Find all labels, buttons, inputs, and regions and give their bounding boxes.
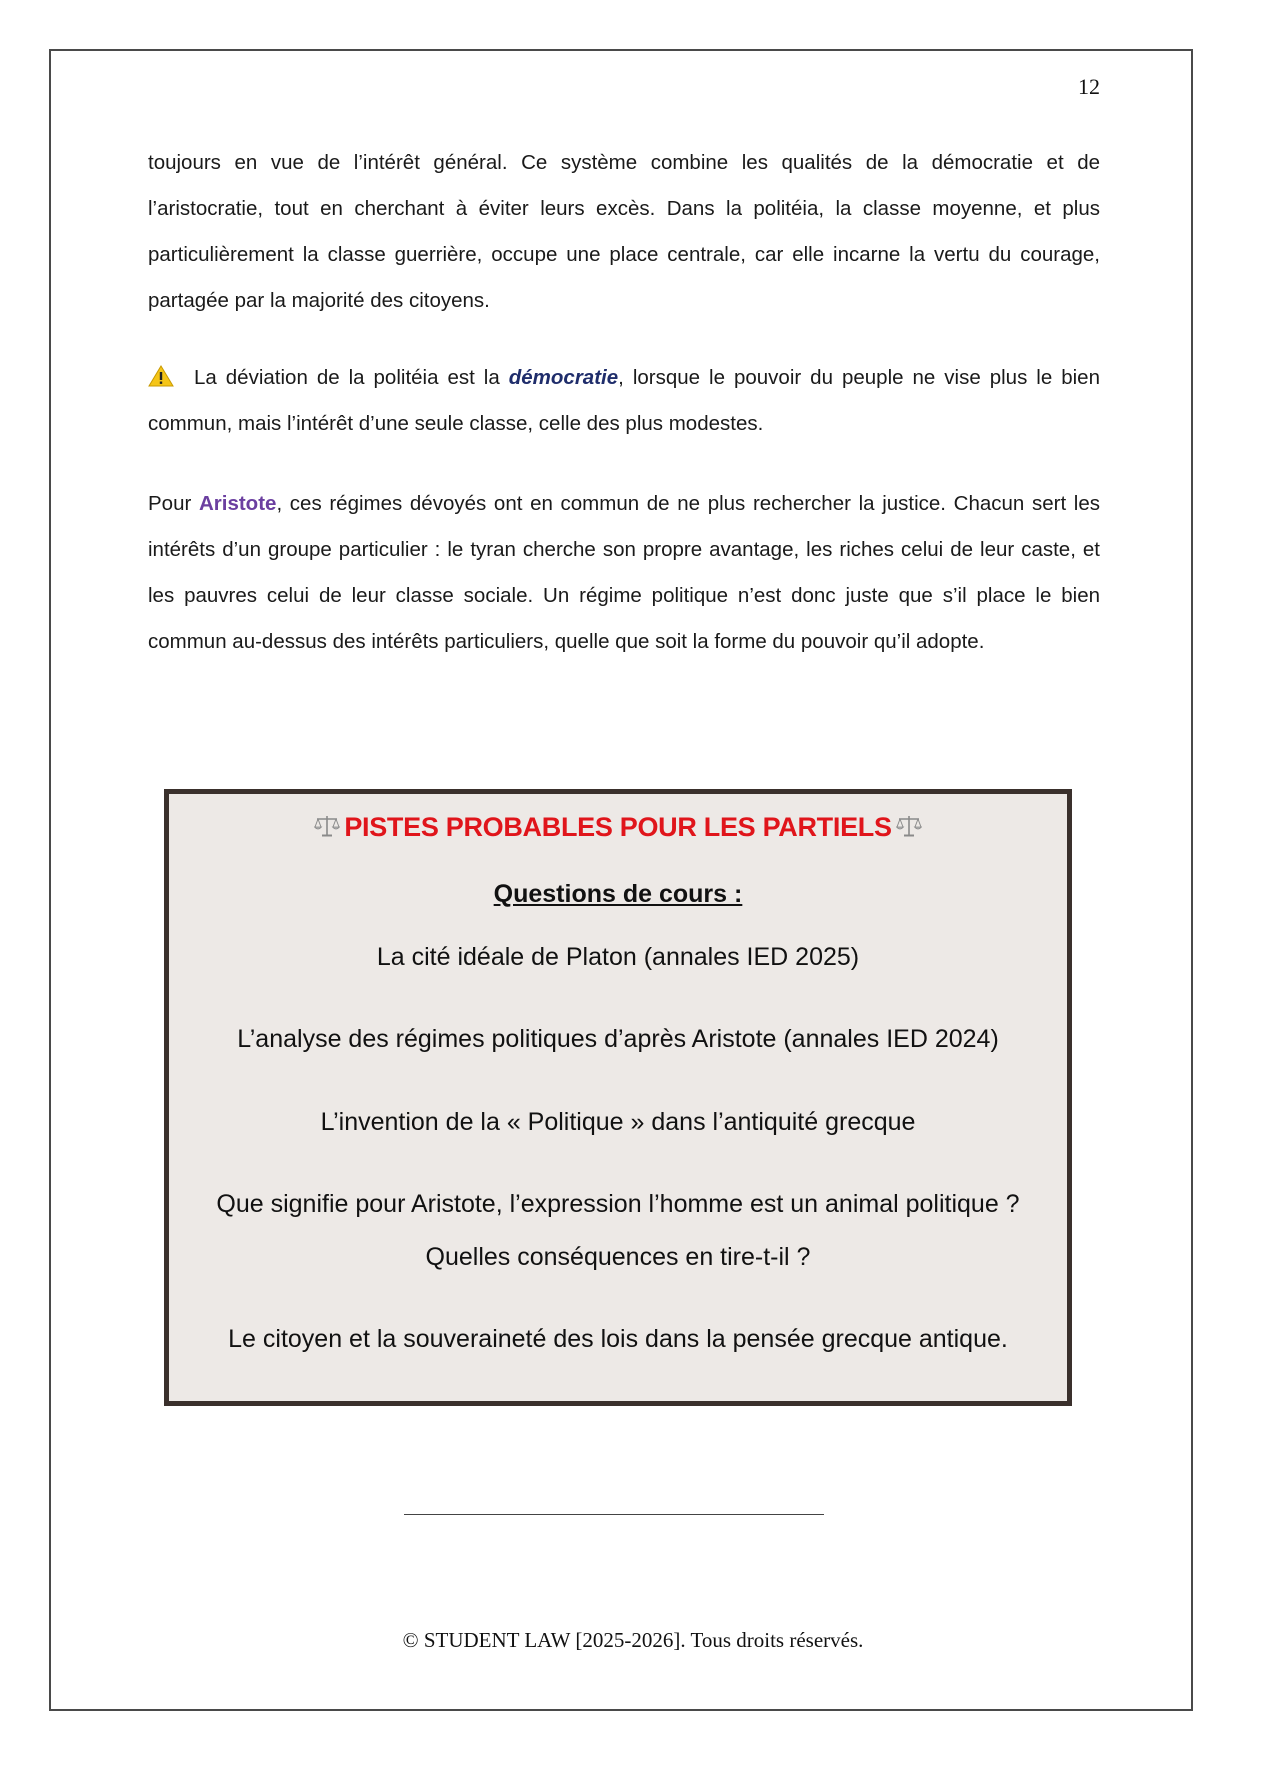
paragraph-text: Pour [148, 492, 199, 515]
page-number: 12 [1078, 74, 1100, 99]
scales-of-justice-icon [314, 814, 340, 838]
paragraph-text: , lorsque le pouvoir du peuple ne vise plus le bien commun, mais l’intérêt d’une seule classe, celle des plus modestes. [148, 366, 1100, 435]
warning-icon [148, 365, 174, 387]
exam-tips-title-text: PISTES PROBABLES POUR LES PARTIELS [344, 812, 892, 842]
scales-of-justice-icon [896, 814, 922, 838]
questions-heading: Questions de cours : [493, 880, 743, 908]
question-item: Le citoyen et la souveraineté des lois dans la pensée grecque antique. [228, 1325, 1008, 1353]
paragraph-politeia: toujours en vue de l’intérêt général. Ce système combine les qualités de la démocratie et de l’aristocratie, tout en cherchant à éviter leurs excès. Dans la politéia, la classe moyenne, et plus particulièrement la classe guerrière, occupe une place centrale, car elle incarne la vertu du courage, partagée par la majorité des citoyens. [148, 151, 1100, 312]
question-item: La cité idéale de Platon (annales IED 2025) [376, 943, 860, 971]
paragraph-democratie-deviation [148, 355, 1100, 447]
paragraph-aristote-justice [148, 481, 1100, 665]
exam-tips-title [169, 812, 1067, 843]
question-item: L’invention de la « Politique » dans l’antiquité grecque [320, 1108, 916, 1136]
term-democratie: démocratie [508, 366, 619, 389]
paragraph-text: La déviation de la politéia est la [194, 366, 509, 389]
question-item: Que signifie pour Aristote, l’expression l’homme est un animal politique ? Quelles conséquences en tire-t-il ? [216, 1190, 1020, 1271]
footer-divider [404, 1514, 824, 1515]
question-item: L’analyse des régimes politiques d’après Aristote (annales IED 2024) [237, 1025, 999, 1053]
paragraph-text: , ces régimes dévoyés ont en commun de ne plus rechercher la justice. Chacun sert les intérêts d’un groupe particulier : le tyran cherche son propre avantage, les riches celui de leur caste, et les pauvres celui de leur classe sociale. Un régime politique n’est donc juste que s’il place le bien commun au-dessus des intérêts particuliers, quelle que soit la forme du pouvoir qu’il adopte. [148, 492, 1101, 653]
exam-tips-box [164, 789, 1072, 1406]
term-aristote: Aristote [198, 492, 277, 515]
copyright-notice: © STUDENT LAW [2025-2026]. Tous droits réservés. [402, 1628, 864, 1652]
